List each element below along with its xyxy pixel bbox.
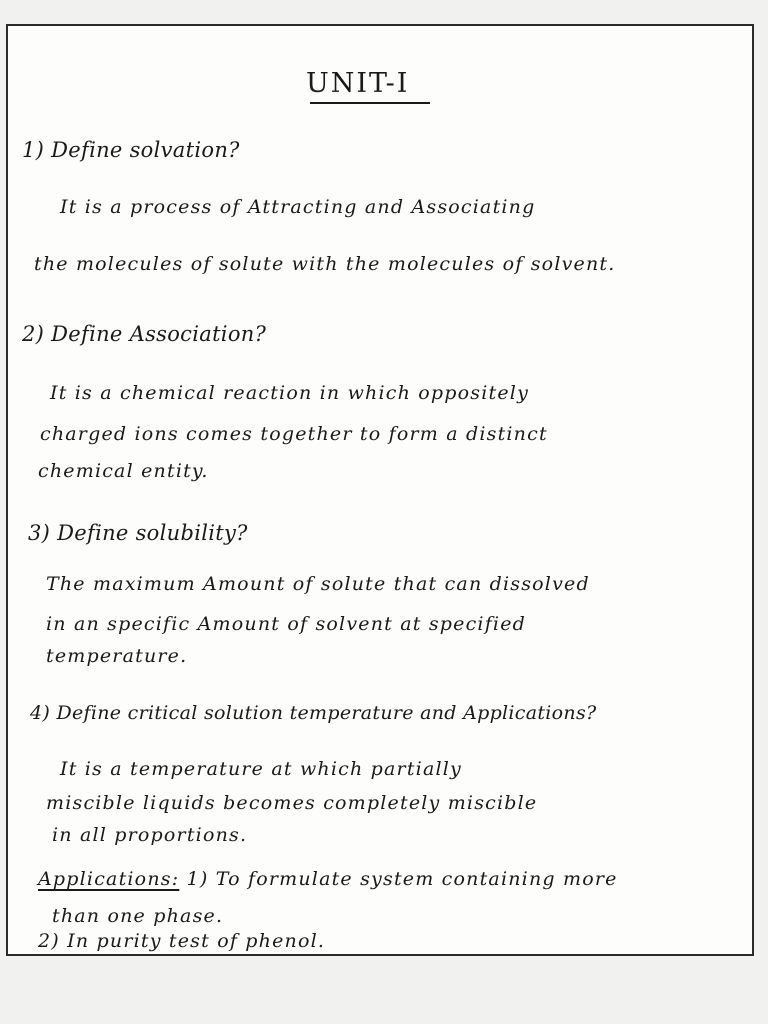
answer-2-line-1: It is a chemical reaction in which oppositely bbox=[50, 382, 530, 404]
answer-3-line-1: The maximum Amount of solute that can dissolved bbox=[46, 573, 590, 595]
answer-2-line-3: chemical entity. bbox=[38, 460, 209, 482]
answer-2-line-2: charged ions comes together to form a distinct bbox=[40, 423, 548, 445]
application-2: 2) In purity test of phenol. bbox=[38, 930, 326, 952]
notebook-page bbox=[6, 24, 754, 956]
answer-4-line-3: in all proportions. bbox=[52, 824, 248, 846]
answer-3-line-2: in an specific Amount of solvent at specified bbox=[46, 613, 527, 635]
question-4: 4) Define critical solution temperature and Applications? bbox=[30, 702, 597, 724]
question-3: 3) Define solubility? bbox=[28, 521, 248, 545]
applications-label: Applications: bbox=[38, 868, 180, 890]
applications-line-1 bbox=[38, 868, 618, 890]
answer-4-line-1: It is a temperature at which partially bbox=[60, 758, 462, 780]
answer-4-line-2: miscible liquids becomes completely miscible bbox=[46, 792, 538, 814]
answer-1-line-2: the molecules of solute with the molecules of solvent. bbox=[34, 253, 616, 275]
answer-3-line-3: temperature. bbox=[46, 645, 188, 667]
application-1: 1) To formulate system containing more bbox=[186, 868, 618, 890]
question-1: 1) Define solvation? bbox=[22, 138, 240, 162]
application-1-continued: than one phase. bbox=[52, 905, 224, 927]
title-underline bbox=[310, 102, 430, 104]
question-2: 2) Define Association? bbox=[22, 322, 267, 346]
page-title: UNIT-I bbox=[306, 68, 410, 99]
answer-1-line-1: It is a process of Attracting and Associating bbox=[60, 196, 536, 218]
